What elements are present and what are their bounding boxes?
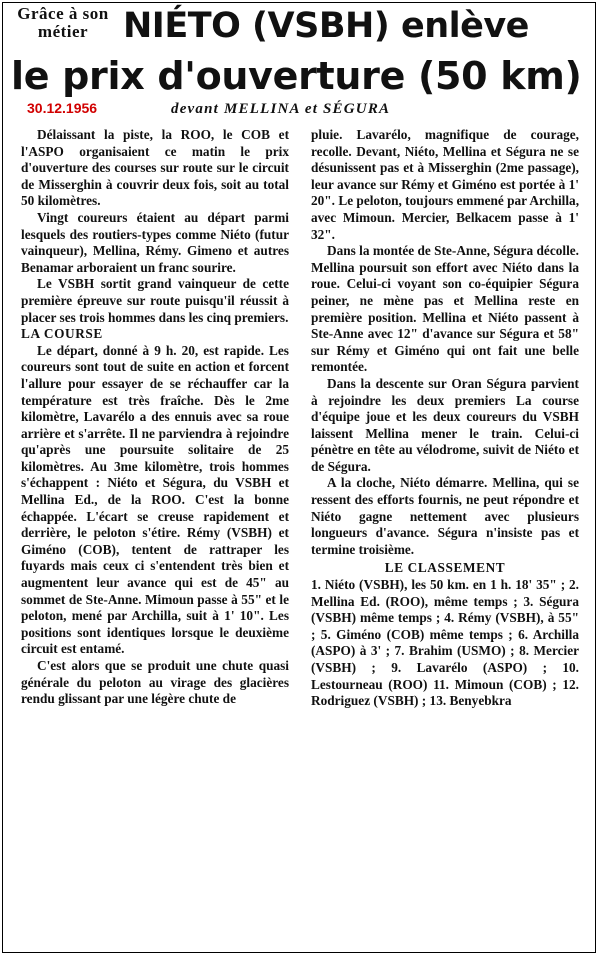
paragraph: Dans la descente sur Oran Ségura parvient à rejoindre les deux premiers La course d'équipe joue et les deux coureurs du VSBH laissent Mellina mener le train. Celui-ci pénètre en tête au vélodrome, suivit de Niéto et de Ségura. xyxy=(311,375,579,474)
headline-kicker: Grâce à son métier xyxy=(17,4,109,41)
newspaper-clipping xyxy=(2,2,596,953)
section-heading: LA COURSE xyxy=(21,326,103,342)
article-column-1 xyxy=(21,127,289,949)
classement-list: 1. Niéto (VSBH), les 50 km. en 1 h. 18' 35" ; 2. Mellina Ed. (ROO), même temps ; 3. Ségura (VSBH) même temps ; 4. Rémy (VSBH), à 55" ; 5. Giméno (COB) même temps ; 6. Archilla (ASPO) à 3' ; 7. Brahim (USMO) ; 8. Mercier (VSBH) ; 9. Lavarélo (ASPO) ; 10. Lestourneau (ROO) 11. Mimoun (COB) ; 12. Rodriguez (VSBH) ; 13. Benyebkra xyxy=(311,577,579,709)
paragraph: Dans la montée de Ste-Anne, Ségura décolle. Mellina poursuit son effort avec Niéto dans la roue. Celui-ci voyant son co-équipier Ségura peiner, ne mène pas et Mellina reste en première position. Mellina et Niéto passent à Ste-Anne avec 12" d'avance sur Ségura et 58" sur Rémy et Giméno qui ont fait une belle remontée. xyxy=(311,243,579,375)
classement-heading: LE CLASSEMENT xyxy=(384,560,506,576)
paragraph: pluie. Lavarélo, magnifique de courage, recolle. Devant, Niéto, Mellina et Ségura ne se désunissent pas et à Misserghin (2me passage), leur avance sur Rémy et Giméno est portée à 1' 20". Le peloton, toujours emmené par Archilla, avec Mimoun. Mercier, Belkacem passe à 1' 32". xyxy=(311,127,579,242)
paragraph: A la cloche, Niéto démarre. Mellina, qui se ressent des efforts fournis, ne peut répondre et Niéto gagne nettement avec plusieurs longueurs d'avance. Ségura n'insiste pas et termine troisième. xyxy=(311,475,579,557)
paragraph: Délaissant la piste, la ROO, le COB et l'ASPO organisaient ce matin le prix d'ouverture des courses sur route sur le circuit de Misserghin à couvrir deux fois, soit au total 50 kilomètres. xyxy=(21,127,289,209)
paragraph: Vingt coureurs étaient au départ parmi lesquels des routiers-types comme Niéto (futur vainqueur), Mellina, Rémy. Gimeno et autres Benamar arboraient un franc sourire. xyxy=(21,209,289,275)
paragraph: C'est alors que se produit une chute quasi générale du peloton au virage des glacières rendu glissant par une légère chute de xyxy=(21,658,289,707)
sub-headline: devant MELLINA et SÉGURA xyxy=(171,101,391,117)
article-column-2 xyxy=(311,127,579,949)
paragraph: Le VSBH sortit grand vainqueur de cette première épreuve sur route puisqu'il réussit à placer ses trois hommes dans les cinq premiers. xyxy=(21,276,289,325)
publication-date: 30.12.1956 xyxy=(27,100,98,116)
headline-line-2: le prix d'ouverture (50 km) xyxy=(11,54,582,98)
headline-line-1: NIÉTO (VSBH) enlève xyxy=(123,6,529,46)
paragraph: Le départ, donné à 9 h. 20, est rapide. Les coureurs sont tout de suite en action et forcent l'allure pour essayer de se réchauffer car la température est très fraîche. Dès le 2me kilomètre, Lavarélo a des ennuis avec sa roue arrière et s'arrête. Il ne parviendra à rejoindre qu'après une poursuite solitaire de 25 kilomètres. Au 3me kilomètre, trois hommes s'échappent : Niéto et Ségura, du VSBH et Mellina Ed., de la ROO. C'est la bonne échappée. L'écart se creuse rapidement et derrière, le peloton s'étire. Rémy (VSBH) et Giméno (COB), tentent de rattraper les fuyards mais ceux ci s'entendent très bien et augmentent leur avance qui est de 45" au sommet de Ste-Anne. Mimoun passe à 55" et le peloton, mené par Archilla, suit à 1' 10". Les positions sont identiques lorsque le deuxième circuit est entamé. xyxy=(21,342,289,657)
